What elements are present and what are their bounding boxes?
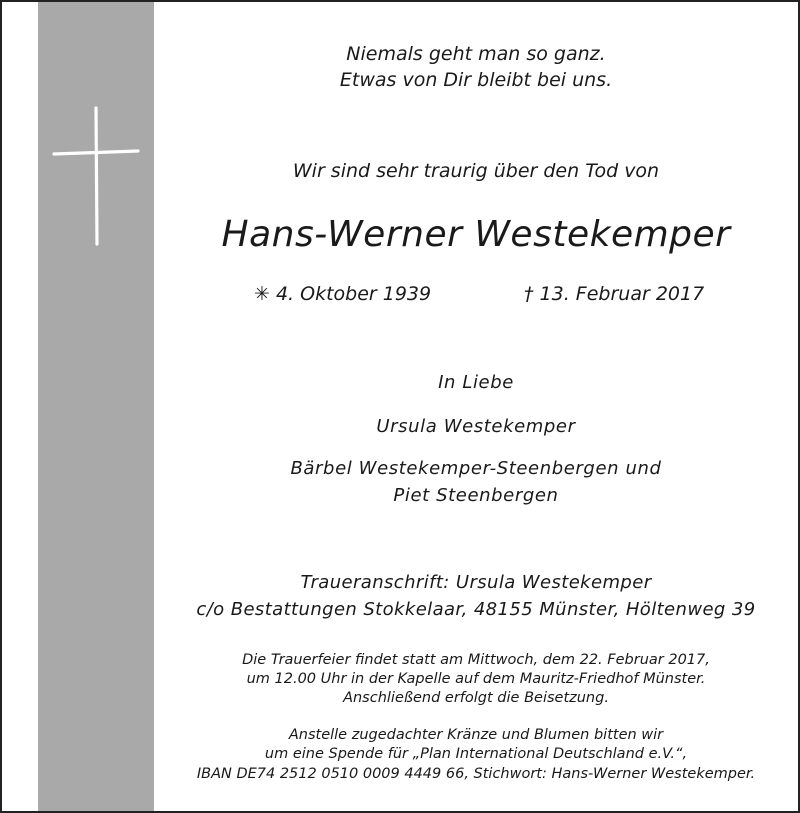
motto-line-1: Niemals geht man so ganz. (346, 43, 606, 65)
intro-text: Wir sind sehr traurig über den Tod von (292, 160, 660, 182)
notice-content (154, 2, 798, 811)
ceremony-line-3: Anschließend erfolgt die Beisetzung. (343, 690, 609, 706)
donation-line-1: Anstelle zugedachter Kränze und Blumen bitten wir (288, 727, 664, 743)
ceremony-line-1: Die Trauerfeier findet statt am Mittwoch, dem 22. Februar 2017, (242, 652, 710, 668)
donation-line-3: IBAN DE74 2512 0510 0009 4449 66, Stichwort: Hans-Werner Westekemper. (196, 766, 756, 782)
birth-date: ✳ 4. Oktober 1939 (254, 283, 432, 305)
address-line-2: c/o Bestattungen Stokkelaar, 48155 Münster, Höltenweg 39 (196, 599, 756, 620)
mourner-2-line-1: Bärbel Westekemper-Steenbergen und (290, 458, 662, 479)
motto-line-2: Etwas von Dir bleibt bei uns. (339, 69, 613, 91)
life-dates (154, 283, 798, 309)
death-date: † 13. Februar 2017 (524, 283, 705, 305)
address-line-1: Traueranschrift: Ursula Westekemper (300, 572, 652, 593)
cross-icon (52, 106, 140, 246)
donation-line-2: um eine Spende für „Plan International Deutschland e.V.“, (264, 746, 688, 762)
deceased-name: Hans-Werner Westekemper (221, 214, 731, 255)
mourner-2-line-2: Piet Steenbergen (393, 485, 559, 506)
in-love-label: In Liebe (438, 372, 514, 393)
mourner-1: Ursula Westekemper (376, 416, 576, 437)
ceremony-line-2: um 12.00 Uhr in der Kapelle auf dem Mauritz-Friedhof Münster. (246, 671, 706, 687)
